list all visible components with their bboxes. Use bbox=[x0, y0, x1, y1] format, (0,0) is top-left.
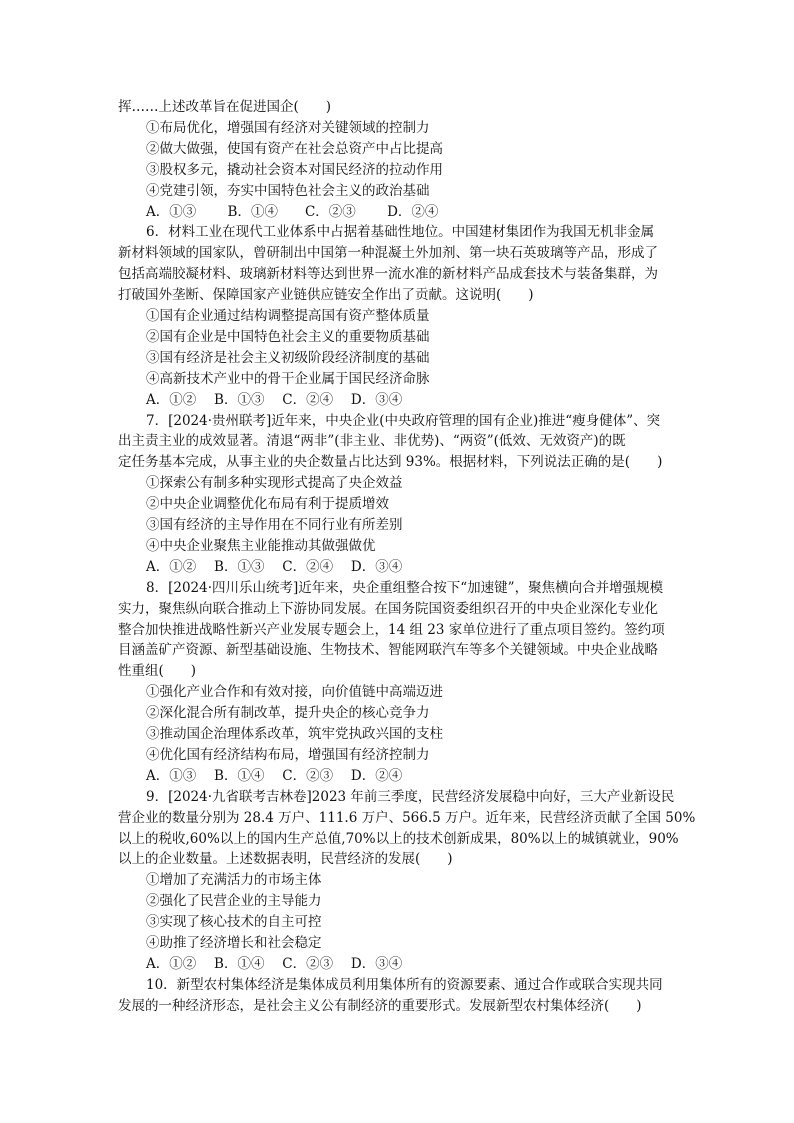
text-line: 实力，聚焦纵向联合推动上下游协同发展。在国务院国资委组织召开的中央企业深化专业化 bbox=[118, 600, 658, 617]
text-line: ④中央企业聚焦主业能推动其做强做优 bbox=[146, 537, 376, 554]
text-line: A．①③ B．①④ C．②③ D．②④ bbox=[146, 203, 439, 220]
text-line: A．①② B．①④ C．②③ D．③④ bbox=[146, 955, 403, 972]
text-line: ①强化产业合作和有效对接，向价值链中高端迈进 bbox=[146, 684, 443, 701]
text-line: ③国有经济是社会主义初级阶段经济制度的基础 bbox=[146, 349, 430, 366]
text-line: ②国有企业是中国特色社会主义的重要物质基础 bbox=[146, 328, 430, 345]
text-line: ③实现了核心技术的自主可控 bbox=[146, 914, 322, 931]
text-line: ③股权多元，撬动社会资本对国民经济的拉动作用 bbox=[146, 161, 443, 178]
text-line: 出主责主业的成效显著。清退“两非”(非主业、非优势)、“两资”(低效、无效资产)的既 bbox=[118, 433, 626, 450]
text-line: 新材料领域的国家队，曾研制出中国第一种混凝土外加剂、第一块石英玻璃等产品，形成了 bbox=[118, 245, 658, 262]
text-line: ①布局优化，增强国有经济对关键领域的控制力 bbox=[146, 119, 430, 136]
text-line: A．①② B．①③ C．②④ D．③④ bbox=[146, 391, 403, 408]
text-line: 6．材料工业在现代工业体系中占据着基础性地位。中国建材集团作为我国无机非金属 bbox=[146, 224, 655, 241]
text-line: 包括高端胶凝材料、玻璃新材料等达到世界一流水准的新材料产品成套技术与装备集群，为 bbox=[118, 266, 658, 283]
text-line: 发展的一种经济形态，是社会主义公有制经济的重要形式。发展新型农村集体经济( ) bbox=[118, 997, 642, 1014]
text-line: 以上的企业数量。上述数据表明，民营经济的发展( ) bbox=[118, 851, 453, 868]
text-line: ①增加了充满活力的市场主体 bbox=[146, 872, 322, 889]
text-line: 打破国外垄断、保障国家产业链供应链安全作出了贡献。这说明( ) bbox=[118, 287, 534, 304]
text-line: ①探索公有制多种实现形式提高了央企效益 bbox=[146, 475, 403, 492]
text-line: ②强化了民营企业的主导能力 bbox=[146, 893, 322, 910]
text-line: ④助推了经济增长和社会稳定 bbox=[146, 935, 322, 951]
text-line: A．①③ B．①④ C．②③ D．②④ bbox=[146, 767, 403, 784]
text-line: ③推动国企治理体系改革，筑牢党执政兴国的支柱 bbox=[146, 726, 443, 742]
text-line: 挥……上述改革旨在促进国企( ) bbox=[118, 99, 332, 115]
text-line: 以上的税收,60%以上的国内生产总值,70%以上的技术创新成果，80%以上的城镇就业，90% bbox=[118, 830, 679, 847]
text-line: ④优化国有经济结构布局，增强国有经济控制力 bbox=[146, 746, 430, 763]
text-line: ①国有企业通过结构调整提高国有资产整体质量 bbox=[146, 308, 430, 324]
text-line: 目涵盖矿产资源、新型基础设施、生物技术、智能网联汽车等多个关键领域。中央企业战略 bbox=[118, 642, 658, 659]
text-line: 8．[2024·四川乐山统考]近年来，央企重组整合按下“加速键”，聚焦横向合并增强规模 bbox=[146, 579, 664, 596]
text-line: 整合加快推进战略性新兴产业发展专题会上，14 组 23 家单位进行了重点项目签约。签约项 bbox=[118, 621, 665, 638]
text-line: 7．[2024·贵州联考]近年来，中央企业(中央政府管理的国有企业)推进“瘦身健体”、突 bbox=[146, 412, 661, 429]
text-line: ②做大做强，使国有资产在社会总资产中占比提高 bbox=[146, 140, 443, 157]
text-line: 10．新型农村集体经济是集体成员利用集体所有的资源要素、通过合作或联合实现共同 bbox=[146, 976, 663, 993]
text-line: ③国有经济的主导作用在不同行业有所差别 bbox=[146, 517, 403, 533]
text-line: ④高新技术产业中的骨干企业属于国民经济命脉 bbox=[146, 370, 430, 387]
text-line: 9．[2024·九省联考吉林卷]2023 年前三季度，民营经济发展稳中向好，三大产业新设民 bbox=[146, 788, 675, 805]
text-line: 定任务基本完成，从事主业的央企数量占比达到 93%。根据材料，下列说法正确的是( ) bbox=[118, 454, 663, 471]
text-line: ④党建引领，夯实中国特色社会主义的政治基础 bbox=[146, 182, 430, 199]
text-line: ②深化混合所有制改革，提升央企的核心竞争力 bbox=[146, 705, 430, 722]
text-line: 营企业的数量分别为 28.4 万户、111.6 万户、566.5 万户。近年来，民营经济贡献了全国 50% bbox=[118, 809, 696, 826]
text-line: 性重组( ) bbox=[118, 663, 197, 680]
text-line: A．①② B．①③ C．②④ D．③④ bbox=[146, 558, 403, 575]
text-line: ②中央企业调整优化布局有利于提质增效 bbox=[146, 496, 389, 513]
